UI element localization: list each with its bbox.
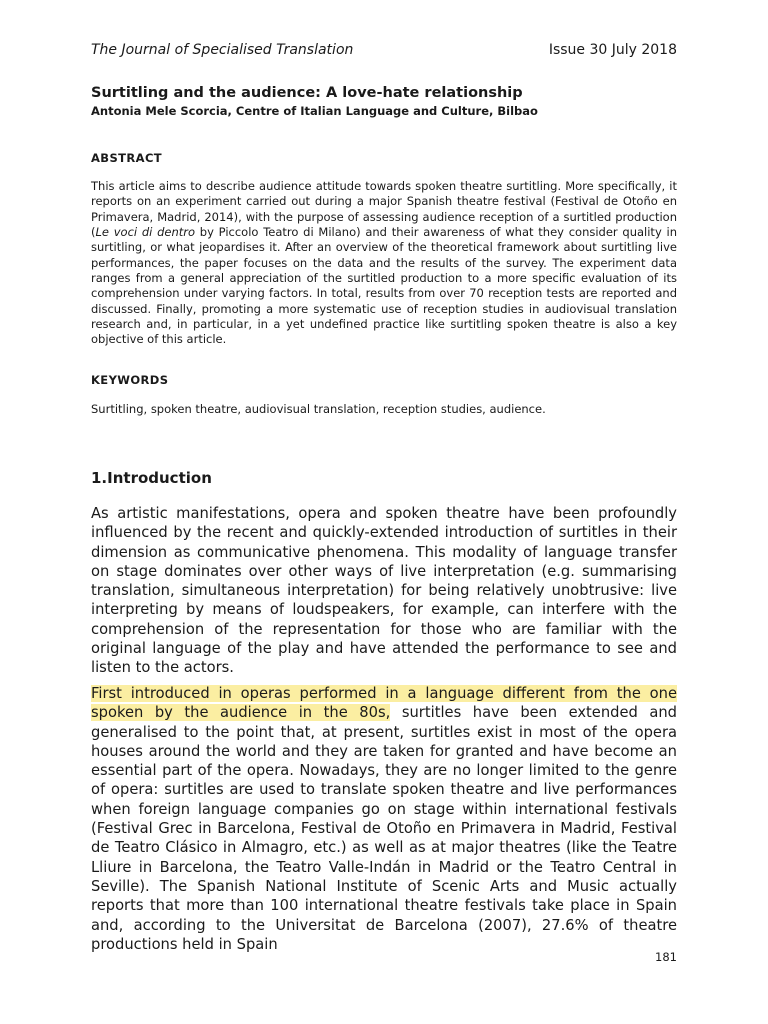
paper-page bbox=[91, 0, 677, 1024]
abstract-text-part1: This article aims to describe audience attitude towards spoken theatre surtitling. More specifically, it reports on an experiment carried out during a major Spanish theatre festival (Festival de Otoño en Primavera, Madrid, 2014), with the purpose of assessing audience reception of a surtitled production ( bbox=[91, 179, 677, 240]
running-header bbox=[91, 42, 677, 62]
introduction-paragraph-2 bbox=[91, 684, 677, 954]
issue-info: Issue 30 July 2018 bbox=[548, 42, 677, 58]
paragraph-2-text: surtitles have been extended and generalised to the point that, at present, surtitles exist in most of the opera houses around the world and they are taken for granted and have become an essential part of the opera. Nowadays, they are no longer limited to the genre of opera: surtitles are used to translate spoken theatre and live performances when foreign language companies go on stage within international festivals (Festival Grec in Barcelona, Festival de Otoño en Primavera in Madrid, Festival de Teatro Clásico in Almagro, etc.) as well as at major theatres (like the Teatre Lliure in Barcelona, the Teatro Valle-Indán in Madrid or the Teatro Central in Seville). The Spanish National Institute of Scenic Arts and Music actually reports that more than 100 international theatre festivals take place in Spain and, according to the Universitat de Barcelona (2007), 27.6% of theatre productions held in Spain bbox=[91, 704, 677, 953]
abstract-text bbox=[91, 179, 677, 348]
introduction-heading: 1.Introduction bbox=[91, 469, 212, 487]
introduction-paragraph-1: As artistic manifestations, opera and spoken theatre have been profoundly influenced by the recent and quickly-extended introduction of surtitles in their dimension as communicative phenomena. This modality of language transfer on stage dominates over other ways of live interpretation (e.g. summarising translation, simultaneous interpretation) for being relatively unobtrusive: live interpreting by means of loudspeakers, for example, can interfere with the comprehension of the representation for those who are familiar with the original language of the play and have attended the performance to see and listen to the actors. bbox=[91, 505, 677, 677]
abstract-text-part2: by Piccolo Teatro di Milano) and their awareness of what they consider quality in surtitling, or what jeopardises it. After an overview of the theoretical framework about surtitling live performances, the paper focuses on the data and the results of the survey. The experiment data ranges from a general appreciation of the surtitled production to a more specific evaluation of its comprehension under varying factors. In total, results from over 70 reception tests are reported and discussed. Finally, promoting a more systematic use of reception studies in audiovisual translation research and, in particular, in a yet undefined practice like surtitling spoken theatre is also a key objective of this article. bbox=[91, 225, 677, 347]
keywords-text: Surtitling, spoken theatre, audiovisual translation, reception studies, audience. bbox=[91, 402, 546, 416]
article-title: Surtitling and the audience: A love-hate relationship bbox=[91, 85, 523, 101]
highlighted-text: First introduced in operas performed in a language different from the one spoken by the audience in the 80s, bbox=[91, 685, 677, 722]
abstract-play-title: Le voci di dentro bbox=[95, 225, 196, 240]
author-affiliation: Antonia Mele Scorcia, Centre of Italian Language and Culture, Bilbao bbox=[91, 104, 538, 118]
abstract-heading: ABSTRACT bbox=[91, 151, 163, 165]
keywords-heading: KEYWORDS bbox=[91, 373, 169, 387]
journal-name: The Journal of Specialised Translation bbox=[91, 42, 354, 58]
page-number: 181 bbox=[655, 950, 677, 964]
